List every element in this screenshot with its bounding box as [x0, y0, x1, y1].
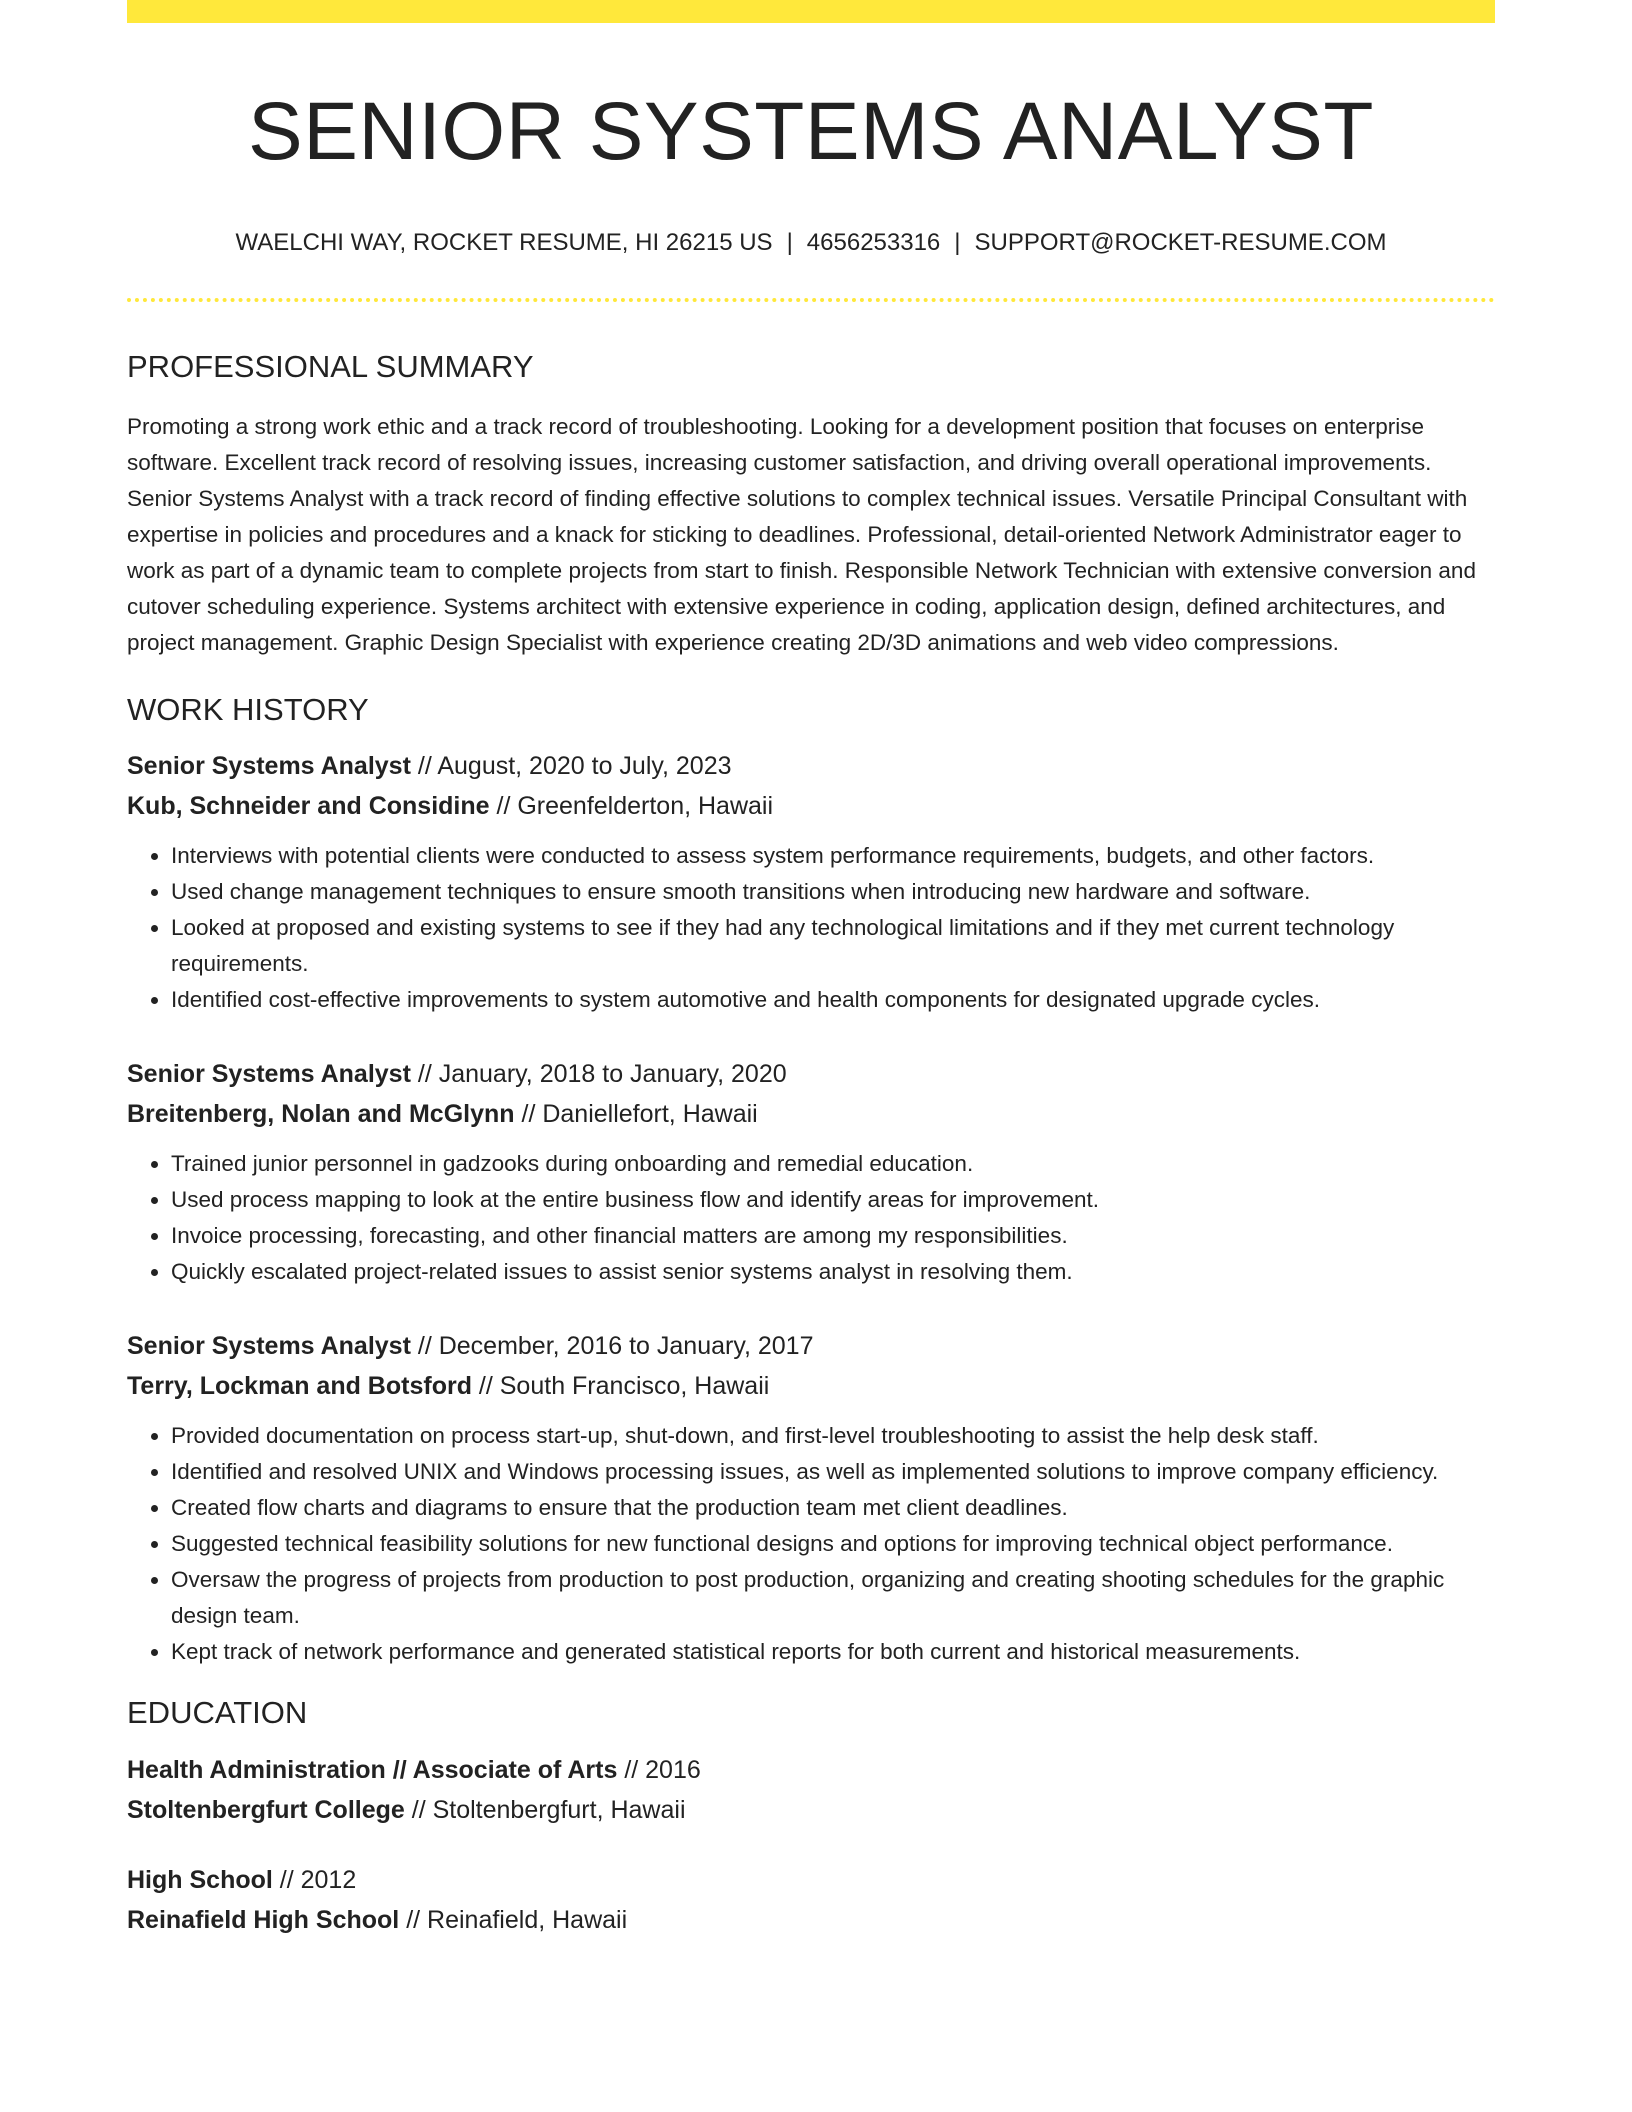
education-degree: Health Administration // Associate of Arts: [127, 1755, 618, 1784]
education-year: // 2012: [279, 1865, 357, 1894]
contact-separator: |: [786, 229, 793, 257]
job-dates: // August, 2020 to July, 2023: [417, 752, 732, 781]
job-title-line: [127, 746, 1495, 786]
education-school: Stoltenbergfurt College: [127, 1795, 405, 1824]
education-degree: High School: [127, 1865, 273, 1894]
education-list: [127, 1750, 1495, 1940]
education-year: // 2016: [624, 1755, 701, 1784]
contact-address: WAELCHI WAY, ROCKET RESUME, HI 26215 US: [235, 229, 773, 257]
job-company: Breitenberg, Nolan and McGlynn: [127, 1100, 515, 1129]
job-company-line: [127, 786, 1495, 826]
job-entry: [127, 1054, 1495, 1290]
job-title-line: [127, 1326, 1495, 1366]
job-company-line: [127, 1094, 1495, 1134]
education-school-line: [127, 1790, 1495, 1830]
job-bullets: [127, 838, 1495, 1018]
job-bullet: • Trained junior personnel in gadzooks during onboarding and remedial education.: [171, 1146, 1495, 1182]
education-location: // Stoltenbergfurt, Hawaii: [411, 1795, 686, 1824]
job-location: // Greenfelderton, Hawaii: [496, 792, 774, 821]
education-entry: [127, 1750, 1495, 1830]
job-entry: [127, 1326, 1495, 1670]
education-school: Reinafield High School: [127, 1905, 400, 1934]
job-bullet: • Looked at proposed and existing systems to see if they had any technological limitations and if they met current technology requirements.: [171, 910, 1495, 982]
contact-separator: |: [954, 229, 961, 257]
summary-text: Promoting a strong work ethic and a track record of troubleshooting. Looking for a development position that focuses on enterprise software. Excellent track record of resolving issues, increasing customer satisfaction, and driving overall operational improvements. Senior Systems Analyst with a track record of finding effective solutions to complex technical issues. Versatile Principal Consultant with expertise in policies and procedures and a knack for sticking to deadlines. Professional, detail-oriented Network Administrator eager to work as part of a dynamic team to complete projects from start to finish. Responsible Network Technician with extensive conversion and cutover scheduling experience. Systems architect with extensive experience in coding, application design, defined architectures, and project management. Graphic Design Specialist with experience creating 2D/3D animations and web video compressions.: [127, 414, 1476, 656]
job-bullet: • Invoice processing, forecasting, and other financial matters are among my responsibilities.: [171, 1218, 1495, 1254]
contact-email[interactable]: SUPPORT@ROCKET-RESUME.COM: [974, 229, 1387, 257]
summary-heading: PROFESSIONAL SUMMARY: [127, 348, 534, 384]
job-bullet: • Interviews with potential clients were conducted to assess system performance requirements, budgets, and other factors.: [171, 838, 1495, 874]
contact-phone: 4656253316: [806, 229, 941, 257]
job-bullet: • Created flow charts and diagrams to ensure that the production team met client deadlines.: [171, 1490, 1495, 1526]
job-bullet: • Quickly escalated project-related issues to assist senior systems analyst in resolving them.: [171, 1254, 1495, 1290]
education-heading: EDUCATION: [127, 1695, 308, 1731]
job-dates: // January, 2018 to January, 2020: [417, 1060, 787, 1089]
job-role: Senior Systems Analyst: [127, 1060, 411, 1089]
job-location: // Daniellefort, Hawaii: [521, 1100, 758, 1129]
education-school-line: [127, 1900, 1495, 1940]
job-bullet: • Identified and resolved UNIX and Windows processing issues, as well as implemented solutions to improve company efficiency.: [171, 1454, 1495, 1490]
education-degree-line: [127, 1750, 1495, 1790]
job-company: Kub, Schneider and Considine: [127, 792, 490, 821]
contact-line: [127, 229, 1495, 258]
job-bullet: • Identified cost-effective improvements to system automotive and health components for designated upgrade cycles.: [171, 982, 1495, 1018]
job-location: // South Francisco, Hawaii: [478, 1372, 770, 1401]
job-bullets: [127, 1418, 1495, 1670]
job-dates: // December, 2016 to January, 2017: [417, 1332, 814, 1361]
work-history-list: [127, 746, 1495, 1670]
job-bullet: • Suggested technical feasibility solutions for new functional designs and options for improving technical object performance.: [171, 1526, 1495, 1562]
resume-title: SENIOR SYSTEMS ANALYST: [248, 86, 1374, 177]
resume-page: [127, 0, 1495, 1940]
work-history-heading: WORK HISTORY: [127, 692, 369, 728]
job-bullets: [127, 1146, 1495, 1290]
education-degree-line: [127, 1860, 1495, 1900]
job-bullet: • Oversaw the progress of projects from production to post production, organizing and creating shooting schedules for the graphic design team.: [171, 1562, 1495, 1634]
job-title-line: [127, 1054, 1495, 1094]
job-role: Senior Systems Analyst: [127, 752, 411, 781]
accent-top-bar: [127, 0, 1495, 23]
job-company-line: [127, 1366, 1495, 1406]
education-entry: [127, 1860, 1495, 1940]
job-role: Senior Systems Analyst: [127, 1332, 411, 1361]
job-entry: [127, 746, 1495, 1018]
job-company: Terry, Lockman and Botsford: [127, 1372, 472, 1401]
dotted-divider: [127, 298, 1495, 302]
job-bullet: • Provided documentation on process start-up, shut-down, and first-level troubleshooting to assist the help desk staff.: [171, 1418, 1495, 1454]
job-bullet: • Used process mapping to look at the entire business flow and identify areas for improvement.: [171, 1182, 1495, 1218]
job-bullet: • Used change management techniques to ensure smooth transitions when introducing new hardware and software.: [171, 874, 1495, 910]
job-bullet: • Kept track of network performance and generated statistical reports for both current and historical measurements.: [171, 1634, 1495, 1670]
education-location: // Reinafield, Hawaii: [406, 1905, 628, 1934]
